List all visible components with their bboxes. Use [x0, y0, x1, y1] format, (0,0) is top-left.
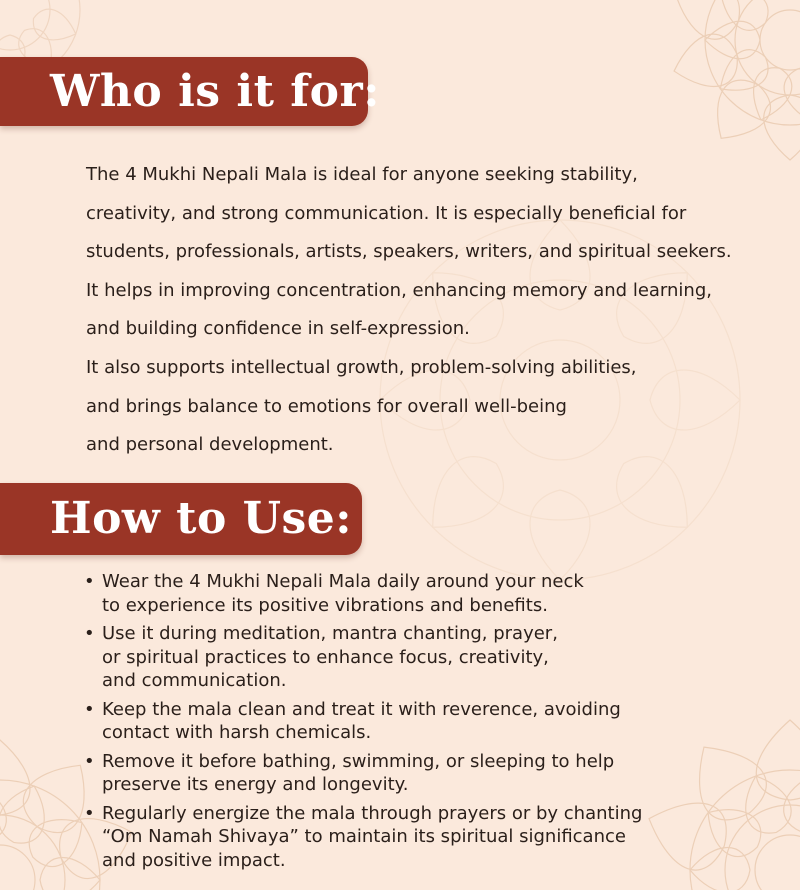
- list-item-line: Remove it before bathing, swimming, or sleeping to help: [102, 750, 615, 772]
- who-paragraph: [86, 156, 786, 465]
- list-item-line: and positive impact.: [102, 849, 286, 871]
- who-line: students, professionals, artists, speakers, writers, and spiritual seekers.: [86, 241, 732, 263]
- who-line: and personal development.: [86, 434, 334, 456]
- list-item-line: “Om Namah Shivaya” to maintain its spiritual significance: [102, 826, 626, 847]
- bullet-icon: •: [84, 623, 95, 644]
- list-item-line: Use it during meditation, mantra chanting, prayer,: [102, 623, 558, 644]
- who-line: creativity, and strong communication. It is especially beneficial for: [86, 202, 687, 224]
- who-heading: Who is it for:: [50, 66, 380, 117]
- list-item-line: Keep the mala clean and treat it with reverence, avoiding: [102, 698, 621, 720]
- who-is-it-for-banner: [0, 57, 380, 126]
- how-to-use-list: [84, 570, 784, 877]
- who-line: It helps in improving concentration, enhancing memory and learning,: [86, 279, 712, 301]
- how-to-use-banner: [0, 483, 362, 555]
- list-item-line: Regularly energize the mala through prayers or by chanting: [102, 802, 643, 824]
- list-item: [84, 802, 784, 873]
- who-line: The 4 Mukhi Nepali Mala is ideal for anyone seeking stability,: [86, 164, 638, 185]
- list-item: [84, 698, 784, 745]
- mandala-top-right-icon: [667, 0, 800, 160]
- list-item-line: to experience its positive vibrations and benefits.: [102, 594, 548, 616]
- list-item-line: contact with harsh chemicals.: [102, 722, 372, 743]
- bullet-icon: •: [84, 750, 95, 772]
- how-heading: How to Use:: [50, 493, 352, 544]
- list-item: [84, 570, 784, 617]
- list-item: [84, 622, 784, 693]
- who-line: and brings balance to emotions for overall well-being: [86, 395, 567, 417]
- list-item: [84, 750, 784, 797]
- who-line: and building confidence in self-expression.: [86, 318, 470, 340]
- list-item-line: or spiritual practices to enhance focus, creativity,: [102, 646, 549, 668]
- list-item-line: and communication.: [102, 670, 287, 691]
- bullet-icon: •: [84, 802, 95, 824]
- list-item-line: Wear the 4 Mukhi Nepali Mala daily around your neck: [102, 571, 584, 592]
- bullet-icon: •: [84, 698, 95, 720]
- who-line: It also supports intellectual growth, problem-solving abilities,: [86, 356, 637, 378]
- list-item-line: preserve its energy and longevity.: [102, 774, 409, 795]
- bullet-icon: •: [84, 571, 95, 592]
